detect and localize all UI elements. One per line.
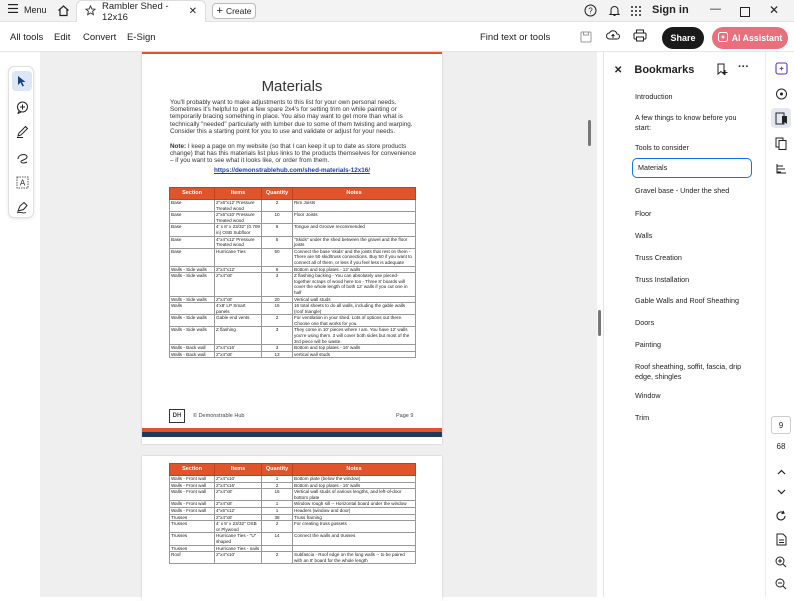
items-cell: 2"x4"x16' xyxy=(215,482,262,489)
section-cell: Walls - Side walls xyxy=(170,296,215,303)
bookmark-item[interactable]: Trim xyxy=(635,413,650,422)
bookmark-item[interactable]: Materials xyxy=(632,158,752,178)
section-cell: Walls - Side walls xyxy=(170,315,215,327)
zoom-in-icon[interactable] xyxy=(771,552,791,572)
section-cell: Walls - Front wall xyxy=(170,476,215,483)
quantity-cell: 6 xyxy=(262,266,293,273)
bookmark-item[interactable]: Gravel base - Under the shed xyxy=(635,186,730,195)
esign-menu[interactable]: E-Sign xyxy=(127,32,156,43)
notes-cell: For ventilation in your shed. Lots of options out there. Choose one that works for you. xyxy=(293,315,416,327)
help-icon[interactable] xyxy=(584,4,597,22)
layers-icon[interactable] xyxy=(771,158,791,178)
quantity-cell: 3 xyxy=(262,327,293,345)
note-paragraph xyxy=(170,143,418,165)
page-fit-icon[interactable] xyxy=(771,529,791,549)
items-cell: 2"x4"x8' xyxy=(215,351,262,358)
quantity-cell: 1 xyxy=(262,507,293,514)
notes-cell: Subfascia - Roof edge on the long walls -- to be paired with an 8' board for the whole length xyxy=(293,552,416,564)
quantity-cell: 16 xyxy=(262,489,293,501)
create-label: Create xyxy=(225,6,252,16)
quantity-cell: 1 xyxy=(262,501,293,508)
items-cell: 2"x4"x8' xyxy=(215,296,262,303)
notes-cell: For creating truss gussets xyxy=(293,521,416,533)
notes-cell: "Skids" under the shed between the gravel and the floor joists xyxy=(293,236,416,248)
section-cell: Walls - Side walls xyxy=(170,273,215,296)
tab-title: Rambler Shed - 12x16 xyxy=(102,0,169,23)
pdf-page-10 xyxy=(142,456,442,601)
title-bar xyxy=(0,0,794,22)
table-row xyxy=(170,552,416,564)
notes-cell: Floor Joists xyxy=(293,212,416,224)
items-cell: 2"x4"x16' xyxy=(215,345,262,352)
footer-page-number: Page 9 xyxy=(396,413,414,419)
quantity-cell: 2 xyxy=(262,482,293,489)
ai-sparkle-icon xyxy=(718,32,728,44)
left-tool-rail xyxy=(8,66,34,218)
share-button[interactable]: Share xyxy=(662,27,704,49)
bookmark-item[interactable]: Tools to consider xyxy=(635,143,689,152)
table-header-section: Section xyxy=(170,188,215,200)
quantity-cell: 5 xyxy=(262,236,293,248)
quantity-cell: 16 xyxy=(262,303,293,315)
items-cell: Z flashing xyxy=(215,327,262,345)
section-cell: Trusses xyxy=(170,545,215,552)
notes-cell: Bottom and top plates - 16' walls xyxy=(293,482,416,489)
quantity-cell: 3 xyxy=(262,345,293,352)
print-icon[interactable] xyxy=(633,29,647,47)
section-cell: Walls - Back wall xyxy=(170,345,215,352)
table-header-items: Items xyxy=(215,188,262,200)
apps-grid-icon[interactable] xyxy=(630,4,642,22)
items-cell: 4' x 8' x 23/32" OSB or Plywood xyxy=(215,521,262,533)
add-bookmark-icon[interactable] xyxy=(716,63,728,81)
close-window-icon[interactable]: ✕ xyxy=(769,3,780,17)
section-cell: Base xyxy=(170,200,215,212)
bookmarks-title: Bookmarks xyxy=(634,64,695,76)
current-page-input[interactable]: 9 xyxy=(771,416,791,434)
chevron-up-icon[interactable] xyxy=(771,462,791,482)
ai-assistant-button[interactable] xyxy=(712,27,788,49)
items-cell: Hurricane Ties - nails xyxy=(215,545,262,552)
table-row xyxy=(170,507,416,514)
note-text: I keep a page on my website (so that I can keep it up to date as store products change) that has this materials list plus links to the products themselves for convenience – if you want to see what it looks like, or order from them. xyxy=(170,143,417,165)
table-row xyxy=(170,296,416,303)
bookmark-item[interactable]: Floor xyxy=(635,209,652,218)
all-tools-menu[interactable]: All tools xyxy=(10,32,44,43)
section-cell: Walls - Side walls xyxy=(170,266,215,273)
table-row xyxy=(170,533,416,545)
home-icon[interactable] xyxy=(57,4,70,22)
document-scrollbar[interactable] xyxy=(588,120,591,146)
maximize-icon[interactable] xyxy=(740,4,750,22)
table-header-notes: Notes xyxy=(293,188,416,200)
star-icon[interactable] xyxy=(85,5,96,19)
section-cell: Walls - Side walls xyxy=(170,327,215,345)
items-cell: 2"x4"x8' xyxy=(215,514,262,521)
table-row xyxy=(170,266,416,273)
svg-text:A: A xyxy=(19,178,25,187)
convert-menu[interactable]: Convert xyxy=(83,32,117,43)
section-cell: Roof xyxy=(170,552,215,564)
quantity-cell: 38 xyxy=(262,514,293,521)
table-header-section: Section xyxy=(170,464,215,476)
section-cell: Walls - Front wall xyxy=(170,482,215,489)
notes-cell: Connect the walls and trusses xyxy=(293,533,416,545)
notes-cell: Bottom and top plates - 16' walls xyxy=(293,345,416,352)
quantity-cell: 1 xyxy=(262,476,293,483)
ai-assistant-label: AI Assistant xyxy=(731,33,783,43)
items-cell: 4"x6"x12' xyxy=(215,507,262,514)
items-cell: 2"x4"x12' xyxy=(215,266,262,273)
bookmark-item[interactable]: Truss Installation xyxy=(635,275,690,284)
table-header-notes: Notes xyxy=(293,464,416,476)
items-cell: Gable end vents xyxy=(215,315,262,327)
close-panel-icon[interactable]: ✕ xyxy=(614,64,623,76)
bookmark-item[interactable]: Walls xyxy=(635,231,653,240)
section-cell: Walls - Back wall xyxy=(170,351,215,358)
table-header-quantity: Quantity xyxy=(262,464,293,476)
table-header-items: Items xyxy=(215,464,262,476)
notes-cell: Rim Joists xyxy=(293,200,416,212)
notes-cell: Z flashing backing - You can absolutely use pieced-together scraps of wood here too - Three 8' boards will cover the whole length of both 12' walls if you cut one in half xyxy=(293,273,416,296)
notes-cell: Vertical wall studs of various lengths, and left-of-door bottom plate xyxy=(293,489,416,501)
items-cell: 2"x6"x12' Pressure Treated wood xyxy=(215,200,262,212)
table-row xyxy=(170,200,416,212)
more-options-icon[interactable]: ··· xyxy=(738,61,749,73)
table-row xyxy=(170,273,416,296)
section-cell: Base xyxy=(170,236,215,248)
table-row xyxy=(170,514,416,521)
right-rail xyxy=(765,52,794,597)
table-row xyxy=(170,476,416,483)
demonstrable-hub-logo: DH xyxy=(169,409,185,423)
footer-blue-bar xyxy=(142,432,442,437)
notes-cell: 16 total sheets to do all walls, including the gable walls (roof triangle) xyxy=(293,303,416,315)
quantity-cell: 2 xyxy=(262,521,293,533)
items-cell: 4"x4"x12' Pressure Treated wood xyxy=(215,236,262,248)
table-row xyxy=(170,345,416,352)
items-cell: Hurricane Ties - "U" shaped xyxy=(215,533,262,545)
pages-thumbnail-icon[interactable] xyxy=(771,133,791,153)
edit-menu[interactable]: Edit xyxy=(54,32,71,43)
notes-cell: Connect the base 'skids' and the joists that rest on them - There are 50 skid/truss connections. Buy 50 if you want to connect all of them, or less if you feel less is adequate xyxy=(293,248,416,266)
quantity-cell: 20 xyxy=(262,296,293,303)
quantity-cell: 50 xyxy=(262,248,293,266)
find-text-tools[interactable]: Find text or tools xyxy=(480,32,551,43)
notifications-icon[interactable] xyxy=(608,4,621,22)
page-top-accent xyxy=(142,52,442,54)
section-cell: Trusses xyxy=(170,521,215,533)
section-cell: Trusses xyxy=(170,514,215,521)
notes-cell: They come in 10' pieces where I am. You have 12' walls you're using them. 3 will cover both sides but most of the 3rd piece will be waste. xyxy=(293,327,416,345)
bookmarks-panel-icon[interactable] xyxy=(771,108,791,128)
menu-button[interactable] xyxy=(8,4,47,15)
create-button[interactable] xyxy=(212,3,256,19)
section-cell: Walls - Front wall xyxy=(170,501,215,508)
table-row xyxy=(170,327,416,345)
comment-panel-icon[interactable] xyxy=(771,84,791,104)
bookmark-item[interactable]: Introduction xyxy=(635,92,673,101)
quantity-cell: 2 xyxy=(262,552,293,564)
plus-icon: + xyxy=(216,5,223,17)
quantity-cell: 2 xyxy=(262,200,293,212)
quantity-cell: 10 xyxy=(262,212,293,224)
bookmarks-header xyxy=(614,64,694,76)
total-pages: 68 xyxy=(776,442,786,451)
save-icon[interactable] xyxy=(580,30,592,48)
notes-cell xyxy=(293,545,416,552)
section-cell: Trusses xyxy=(170,533,215,545)
bookmark-item[interactable]: Painting xyxy=(635,340,661,349)
pdf-page-9 xyxy=(142,52,442,444)
items-cell: 4'x8' LP Smart panels xyxy=(215,303,262,315)
quantity-cell: 2 xyxy=(262,315,293,327)
zoom-out-icon[interactable] xyxy=(771,574,791,594)
select-cursor-icon[interactable] xyxy=(12,71,32,91)
table-row xyxy=(170,501,416,508)
comment-icon[interactable] xyxy=(12,97,32,117)
footer-copyright: © Demonstrable Hub xyxy=(193,413,245,419)
items-cell: 2"x4"x10' xyxy=(215,476,262,483)
section-cell: Walls xyxy=(170,303,215,315)
table-header-row xyxy=(170,188,416,200)
bookmark-item[interactable]: Doors xyxy=(635,318,655,327)
notes-cell: Bottom plate (below the window) xyxy=(293,476,416,483)
draw-freehand-icon[interactable] xyxy=(12,147,32,167)
sign-pen-icon[interactable] xyxy=(12,197,32,217)
bookmark-item[interactable]: Gable Walls and Roof Sheathing xyxy=(635,296,740,305)
items-cell: Hurricane Ties xyxy=(215,248,262,266)
main-toolbar xyxy=(0,22,794,52)
note-label: Note: xyxy=(170,143,187,150)
hamburger-icon xyxy=(8,4,18,15)
notes-cell: Tongue and Groove recommended xyxy=(293,224,416,236)
materials-link[interactable]: https://demonstrablehub.com/shed-materials-12x16/ xyxy=(213,167,371,174)
items-cell: 2"x6"x10' Pressure Treated wood xyxy=(215,212,262,224)
minimize-icon[interactable]: — xyxy=(710,3,721,15)
table-row xyxy=(170,315,416,327)
quantity-cell xyxy=(262,545,293,552)
document-viewer[interactable] xyxy=(40,52,597,597)
bookmark-item[interactable]: Window xyxy=(635,391,661,400)
notes-cell: Bottom and top plates - 12' walls xyxy=(293,266,416,273)
items-cell: 2"x4"x10' xyxy=(215,552,262,564)
upload-cloud-icon[interactable] xyxy=(606,29,620,47)
intro-paragraph: You'll probably want to make adjustments to this list for your own personal needs. Sometimes it's helpful to get a few spare 2x4's for setting trim on while painting or temporarily bracing something in place. You also may want to get more than what is technically "needed" particularly with lumber due to some of them twisting and warping. Consider this a starting point for you to use and validate or adjust for your needs. xyxy=(170,99,413,135)
table-row xyxy=(170,248,416,266)
svg-text:?: ? xyxy=(588,6,593,16)
quantity-cell: 6 xyxy=(262,224,293,236)
table-row xyxy=(170,351,416,358)
section-cell: Walls - Front wall xyxy=(170,489,215,501)
close-tab-icon[interactable]: ✕ xyxy=(188,6,197,17)
quantity-cell: 14 xyxy=(262,533,293,545)
notes-cell: Window rough sill -- Horizontal board under the window xyxy=(293,501,416,508)
notes-cell: Truss framing xyxy=(293,514,416,521)
table-row xyxy=(170,303,416,315)
page-heading: Materials xyxy=(261,78,323,95)
menu-label: Menu xyxy=(24,4,47,15)
chevron-down-icon[interactable] xyxy=(771,482,791,502)
sign-in-link[interactable]: Sign in xyxy=(652,4,689,16)
bookmarks-panel xyxy=(603,52,765,597)
items-cell: 2"x4"x8' xyxy=(215,273,262,296)
panel-resize-handle[interactable] xyxy=(598,310,601,336)
table-row xyxy=(170,236,416,248)
notes-cell: Vertical wall studs xyxy=(293,296,416,303)
section-cell: Walls - Front wall xyxy=(170,507,215,514)
table-row xyxy=(170,212,416,224)
section-cell: Base xyxy=(170,212,215,224)
pdf-panel-icon[interactable] xyxy=(771,58,791,78)
table-row xyxy=(170,489,416,501)
table-row xyxy=(170,545,416,552)
refresh-icon[interactable] xyxy=(771,506,791,526)
text-box-icon[interactable] xyxy=(12,172,32,192)
highlight-pen-icon[interactable] xyxy=(12,121,32,141)
table-row xyxy=(170,521,416,533)
bookmark-item[interactable]: Truss Creation xyxy=(635,253,682,262)
table-header-quantity: Quantity xyxy=(262,188,293,200)
bookmark-item[interactable]: Roof sheathing, soffit, fascia, drip edge, shingles xyxy=(635,362,742,381)
table-row xyxy=(170,224,416,236)
quantity-cell: 13 xyxy=(262,351,293,358)
items-cell: 4' x 8' x 23/32" (0.709 in) OSB Subfloor xyxy=(216,224,260,235)
items-cell: 2"x4"x8' xyxy=(215,501,262,508)
notes-cell: vertical wall studs xyxy=(293,351,416,358)
quantity-cell: 3 xyxy=(262,273,293,296)
document-tab[interactable] xyxy=(76,0,206,22)
items-cell: 2"x4"x8' xyxy=(215,489,262,501)
table-header-row xyxy=(170,464,416,476)
materials-table xyxy=(169,187,416,358)
notes-cell: Headers (window and door) xyxy=(293,507,416,514)
bookmark-item[interactable]: A few things to know before you start: xyxy=(635,113,737,132)
section-cell: Base xyxy=(170,248,215,266)
materials-table-continued xyxy=(169,463,416,564)
table-row xyxy=(170,482,416,489)
section-cell: Base xyxy=(170,224,215,236)
